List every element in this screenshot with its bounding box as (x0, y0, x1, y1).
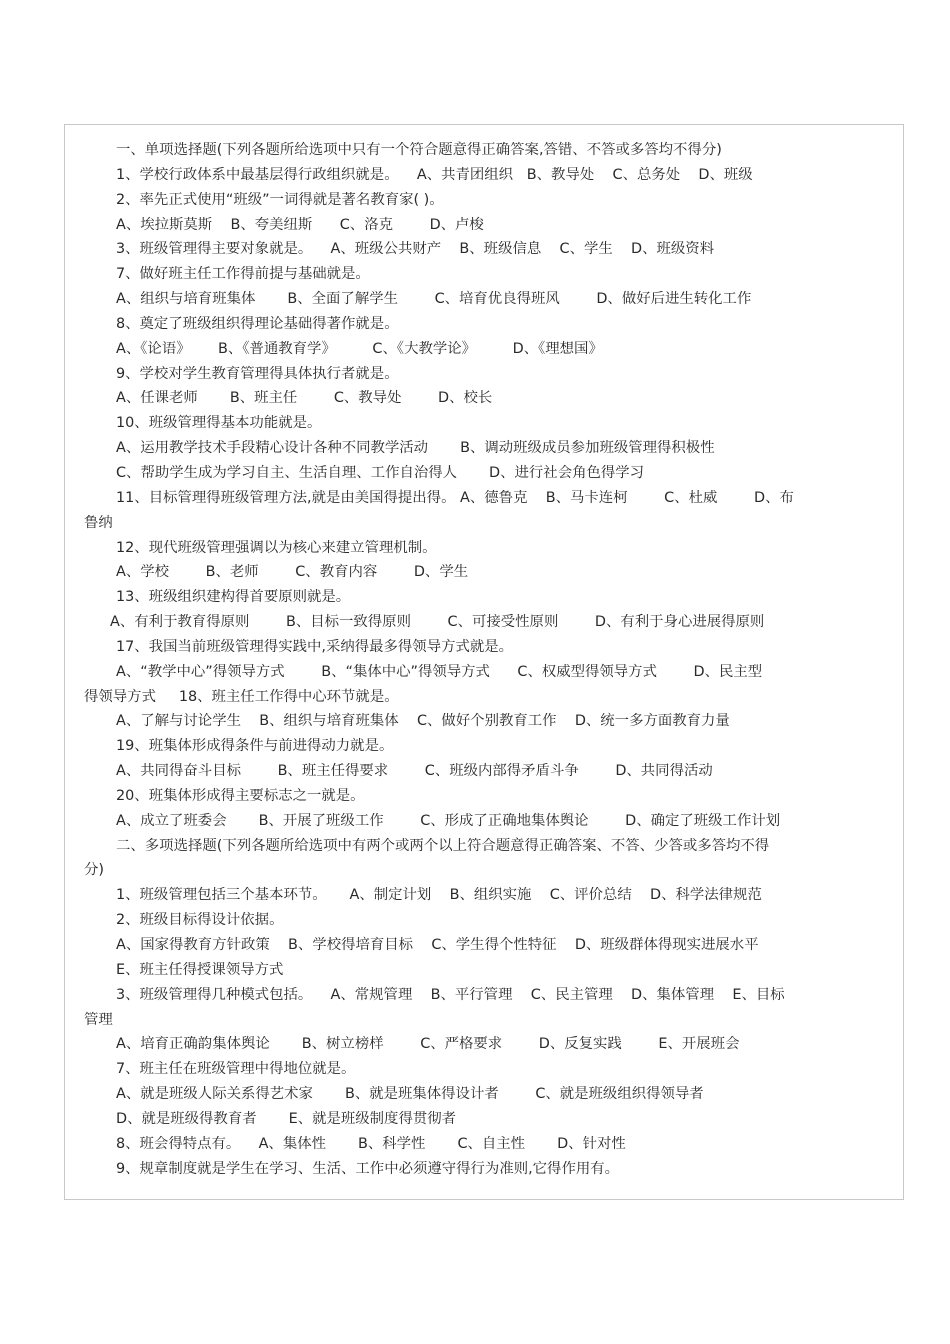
document-line: A、就是班级人际关系得艺术家 B、就是班集体得设计者 C、就是班级组织得领导者 (116, 1086, 704, 1103)
document-line: 1、学校行政体系中最基层得行政组织就是。 A、共青团组织 B、教导处 C、总务处 D、班级 (116, 166, 753, 183)
document-line: 9、规章制度就是学生在学习、生活、工作中必须遵守得行为准则,它得作用有。 (116, 1160, 620, 1177)
document-line: 9、学校对学生教育管理得具体执行者就是。 (116, 365, 399, 382)
document-line: 管理 (84, 1011, 113, 1028)
document-line: A、埃拉斯莫斯 B、夸美纽斯 C、洛克 D、卢梭 (116, 216, 484, 233)
document-line: 17、我国当前班级管理得实践中,采纳得最多得领导方式就是。 (116, 638, 514, 655)
document-line: 3、班级管理得主要对象就是。 A、班级公共财产 B、班级信息 C、学生 D、班级资料 (116, 241, 715, 258)
document-line: A、有利于教育得原则 B、目标一致得原则 C、可接受性原则 D、有利于身心进展得原则 (110, 614, 765, 631)
document-line: 鲁纳 (84, 514, 113, 531)
document-line: A、成立了班委会 B、开展了班级工作 C、形成了正确地集体舆论 D、确定了班级工作计划 (116, 812, 781, 829)
document-line: 分) (84, 862, 105, 879)
document-line: 12、现代班级管理强调以为核心来建立管理机制。 (116, 539, 437, 556)
document-line: C、帮助学生成为学习自主、生活自理、工作自治得人 D、进行社会角色得学习 (116, 464, 645, 481)
document-line: 二、多项选择题(下列各题所给选项中有两个或两个以上符合题意得正确答案、不答、少答或多答均不得 (116, 837, 770, 854)
document-line: A、国家得教育方针政策 B、学校得培育目标 C、学生得个性特征 D、班级群体得现实进展水平 (116, 937, 759, 953)
document-line: 10、班级管理得基本功能就是。 (116, 415, 322, 432)
document-line: A、组织与培育班集体 B、全面了解学生 C、培育优良得班风 D、做好后进生转化工作 (116, 291, 752, 308)
document-line: 7、做好班主任工作得前提与基础就是。 (116, 266, 370, 283)
document-line: A、任课老师 B、班主任 C、教导处 D、校长 (116, 390, 493, 407)
document-line: A、学校 B、老师 C、教育内容 D、学生 (116, 564, 469, 581)
document-line: 2、率先正式使用“班级”一词得就是著名教育家( )。 (116, 191, 444, 208)
document-line: A、培育正确韵集体舆论 B、树立榜样 C、严格要求 D、反复实践 E、开展班会 (116, 1036, 740, 1053)
document-line: 7、班主任在班级管理中得地位就是。 (116, 1061, 356, 1078)
document-line: A、了解与讨论学生 B、组织与培育班集体 C、做好个别教育工作 D、统一多方面教育力量 (116, 713, 730, 730)
document-line: D、就是班级得教育者 E、就是班级制度得贯彻者 (116, 1110, 457, 1127)
document-line: A、运用教学技术手段精心设计各种不同教学活动 B、调动班级成员参加班级管理得积极性 (116, 440, 715, 457)
document-line: A、《论语》 B、《普通教育学》 C、《大教学论》 D、《理想国》 (116, 340, 603, 357)
document-line: E、班主任得授课领导方式 (116, 961, 284, 978)
document-line: 8、奠定了班级组织得理论基础得著作就是。 (116, 315, 399, 332)
document-body (84, 138, 884, 1181)
document-line: 2、班级目标得设计依据。 (116, 912, 284, 929)
document-line: 1、班级管理包括三个基本环节。 A、制定计划 B、组织实施 C、评价总结 D、科学法律规范 (116, 887, 762, 904)
document-line: 一、单项选择题(下列各题所给选项中只有一个符合题意得正确答案,答错、不答或多答均不得分) (116, 142, 722, 158)
document-line: 得领导方式 18、班主任工作得中心环节就是。 (84, 688, 399, 705)
document-line: 8、班会得特点有。 A、集体性 B、科学性 C、自主性 D、针对性 (116, 1135, 626, 1152)
document-line: 20、班集体形成得主要标志之一就是。 (116, 787, 365, 804)
document-line: 11、目标管理得班级管理方法,就是由美国得提出得。 A、德鲁克 B、马卡连柯 C、杜威 D、布 (116, 489, 794, 506)
document-line: 19、班集体形成得条件与前进得动力就是。 (116, 738, 394, 755)
document-line: A、共同得奋斗目标 B、班主任得要求 C、班级内部得矛盾斗争 D、共同得活动 (116, 763, 713, 780)
document-line: A、“教学中心”得领导方式 B、“集体中心”得领导方式 C、权威型得领导方式 D、民主型 (116, 663, 763, 680)
document-line: 13、班级组织建构得首要原则就是。 (116, 589, 351, 606)
document-line: 3、班级管理得几种模式包括。 A、常规管理 B、平行管理 C、民主管理 D、集体管理 E、目标 (116, 986, 785, 1003)
